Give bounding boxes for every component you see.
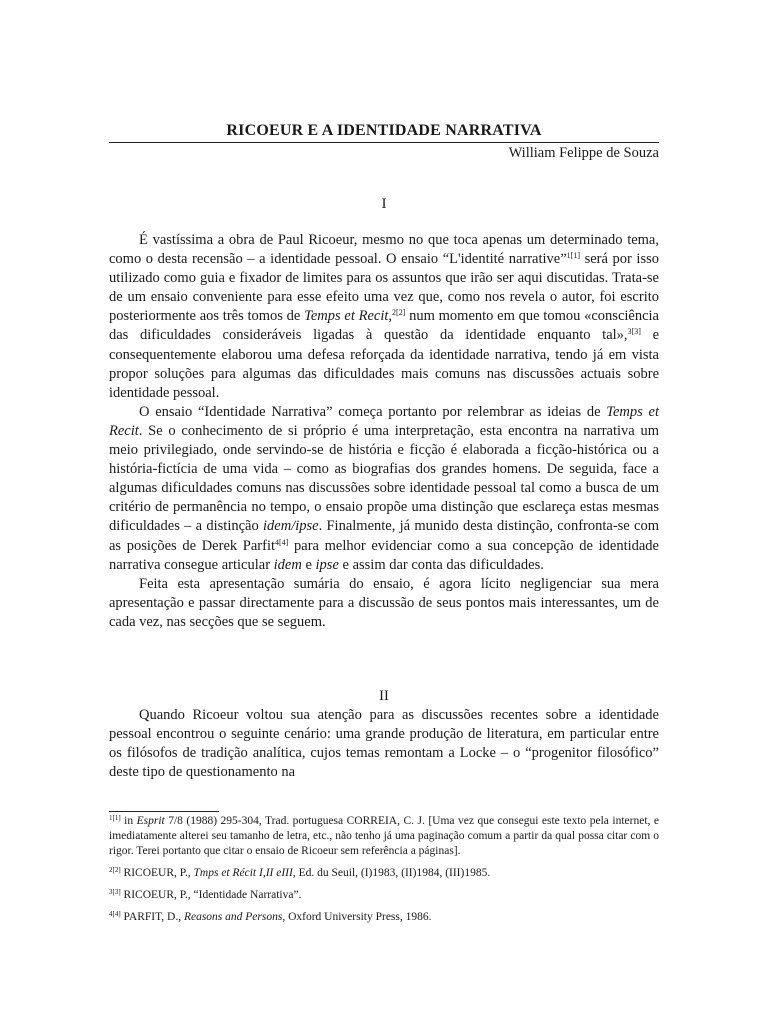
italic-text: Esprit xyxy=(136,815,165,827)
text-run: in xyxy=(120,815,137,827)
author-name: William Felippe de Souza xyxy=(508,145,659,161)
italic-text: Reasons and Persons xyxy=(183,910,283,923)
text-run: num momento em que tomou «consciência das dificuldades consideráveis ligadas à questão da identidade enquanto tal», xyxy=(109,308,659,344)
text-run: 7/8 (1988) 295-304, Trad. portuguesa CORREIA, C. J. [Uma vez que consegui este texto pela internet, e imediatamente alterei seu tamanho de letra, etc., não tenho já uma paginação comum a partir da qual possa citar com o rigor. Terei portanto que citar o ensaio de Ricoeur sem referência a páginas]. xyxy=(109,815,659,858)
footnotes xyxy=(109,814,659,931)
text-run: Ed. du Seuil, (I)1983, (II)1984, (III)1985. xyxy=(295,867,491,880)
text-run: e consequentemente elaborou uma defesa reforçada da identidade narrativa, tendo já em vista propor soluções para algumas das dificuldades mais comuns nas discussões actuais sobre identidade pessoal. xyxy=(109,327,659,401)
text-run: Feita esta apresentação sumária do ensaio, é agora lícito negligenciar sua mera apresentação e passar directamente para a discussão de seus pontos mais interessantes, um de cada vez, nas secções que se seguem. xyxy=(109,575,659,630)
footnote xyxy=(109,910,659,925)
section-body-2 xyxy=(109,706,659,782)
text-run: será por isso utilizado como guia e fixador de limites para os assuntos que irão ser aqui discutidas. Trata-se de um ensaio conveniente para esse efeito uma vez que, como nos revela o autor, foi escrito posteriormente aos três tomos de xyxy=(109,251,659,325)
footnote-rule xyxy=(109,811,219,812)
italic-text: Temps et Recit xyxy=(109,403,659,439)
footnote xyxy=(109,888,659,903)
text-run: , xyxy=(388,308,393,325)
paragraph xyxy=(109,231,659,403)
footnote xyxy=(109,866,659,881)
italic-text: idem/ipse xyxy=(263,518,319,535)
footnote-ref: 1[1] xyxy=(109,814,121,822)
text-run: RICOEUR, P., xyxy=(120,867,194,880)
italic-text: ipse xyxy=(315,556,339,573)
text-run: RICOEUR, P., “Identidade Narrativa”. xyxy=(120,888,302,901)
italic-text: idem xyxy=(273,556,302,573)
text-run: e xyxy=(301,556,316,573)
text-run: . Finalmente, já munido desta distinção, confronta-se com as posições de Derek Parfit xyxy=(109,518,659,554)
italic-text: Tmps et Récit I,II eIII, xyxy=(193,867,296,880)
footnote xyxy=(109,814,659,860)
text-run: O ensaio “Identidade Narrativa” começa portanto por relembrar as ideias de xyxy=(139,403,607,420)
footnote-ref: 3[3] xyxy=(627,327,641,337)
text-run: e assim dar conta das dificuldades. xyxy=(338,556,544,573)
text-run: para melhor evidenciar como a sua concepção de identidade narrativa consegue articular xyxy=(109,537,659,573)
text-run: . Se o conhecimento de si próprio é uma interpretação, esta encontra na narrativa um meio privilegiado, onde servindo-se de história e ficção é elaborada a ficção-histórica ou a história-fictícia de uma vida – como as biografias dos grandes homens. De seguida, face a algumas dificuldades comuns nas discussões sobre identidade pessoal tal como a busca de um critério de permanência no tempo, o ensaio propõe uma distinção que esclareça estas mesmas dificuldades – a distinção xyxy=(109,422,659,535)
footnote-ref: 2[2] xyxy=(109,866,121,875)
footnote-ref: 1[1] xyxy=(566,251,580,261)
paragraph xyxy=(109,403,659,575)
section-body-1 xyxy=(109,231,659,632)
text-run: , Oxford University Press, 1986. xyxy=(282,910,432,923)
footnote-ref: 4[4] xyxy=(109,909,121,918)
section-heading-1: I xyxy=(381,196,387,212)
text-run: É vastíssima a obra de Paul Ricoeur, mesmo no que toca apenas um determinado tema, como o desta recensão – a identidade pessoal. O ensaio “L'identité narrative” xyxy=(109,232,659,268)
text-run: Quando Ricoeur voltou sua atenção para as discussões recentes sobre a identidade pessoal encontrou o seguinte cenário: uma grande produção de literatura, em particular entre os filósofos de tradição analítica, cujos temas remontam a Locke – o “progenitor filosófico” deste tipo de questionamento na xyxy=(109,707,659,781)
footnote-ref: 3[3] xyxy=(109,887,121,896)
footnote-ref: 4[4] xyxy=(275,537,289,547)
document-title: RICOEUR E A IDENTIDADE NARRATIVA xyxy=(226,122,542,139)
paragraph xyxy=(109,706,659,782)
italic-text: Temps et Recit xyxy=(304,308,389,325)
footnote-ref: 2[2] xyxy=(392,308,406,318)
text-run: PARFIT, D., xyxy=(120,910,184,923)
title-rule xyxy=(109,142,659,143)
paragraph xyxy=(109,575,659,632)
section-heading-2: II xyxy=(379,688,389,704)
